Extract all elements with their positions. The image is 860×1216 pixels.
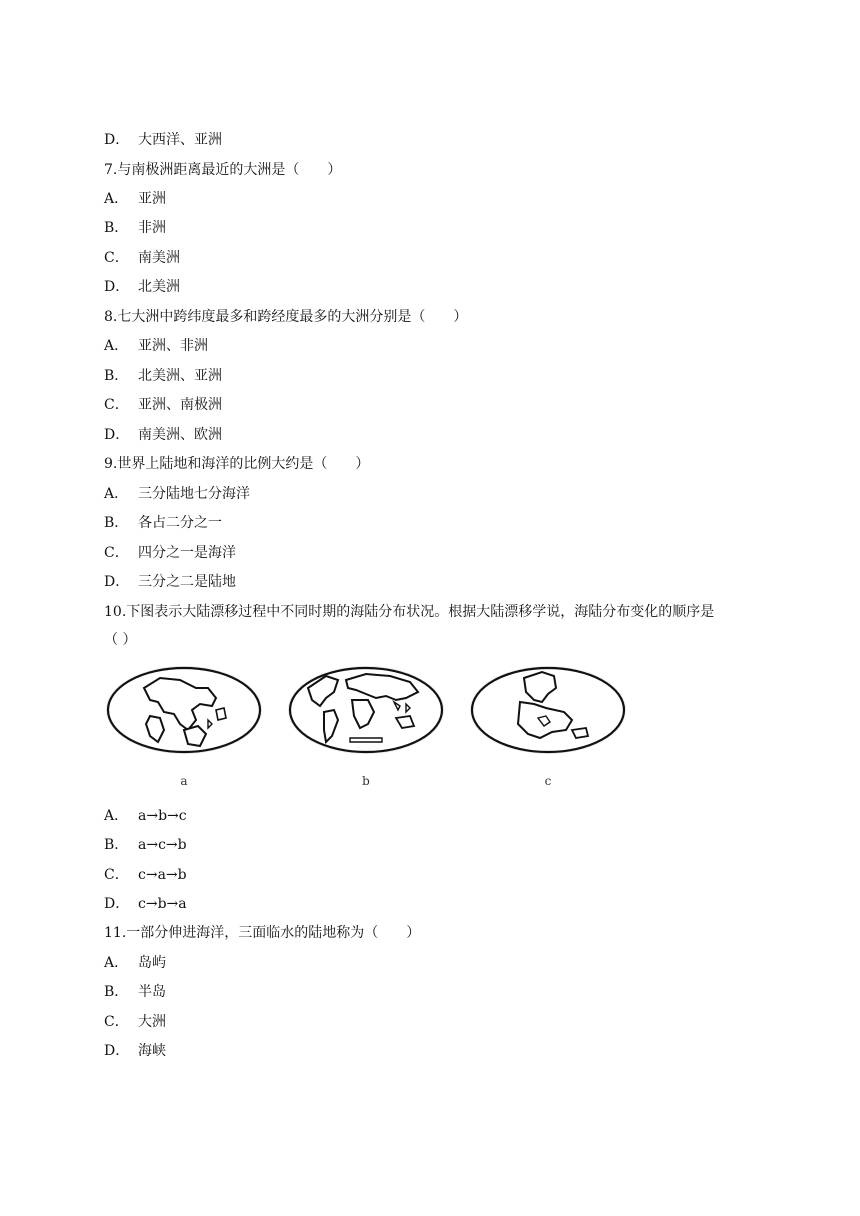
option-c-q8: C． 亚洲、南极洲	[104, 397, 222, 413]
question-10: 10.下图表示大陆漂移过程中不同时期的海陆分布状况。根据大陆漂移学说，海陆分布变化的顺序是	[104, 604, 715, 620]
option-a-q10: A． a→b→c	[104, 808, 187, 824]
option-a-q7: A． 亚洲	[104, 191, 166, 207]
option-d-q11: D． 海峡	[104, 1043, 166, 1059]
question-11: 11.一部分伸进海洋，三面临水的陆地称为（ ）	[104, 925, 421, 941]
option-d-q9: D． 三分之二是陆地	[104, 574, 236, 590]
option-c-q11: C． 大洲	[104, 1014, 166, 1030]
option-c-q9: C． 四分之一是海洋	[104, 545, 236, 561]
map-a-drawing	[104, 658, 264, 768]
map-c-drawing	[468, 658, 628, 768]
question-10-blank: （ ）	[104, 632, 137, 648]
option-d-q8: D． 南美洲、欧洲	[104, 427, 222, 443]
question-8: 8.七大洲中跨纬度最多和跨经度最多的大洲分别是（ ）	[104, 309, 468, 325]
map-b-label: b	[362, 774, 370, 788]
map-a-label: a	[180, 774, 188, 788]
option-d-q7: D． 北美洲	[104, 279, 180, 295]
option-a-q9: A． 三分陆地七分海洋	[104, 486, 250, 502]
map-b	[286, 658, 446, 798]
map-c-label: c	[544, 774, 552, 788]
map-c	[468, 658, 628, 798]
question-7: 7.与南极洲距离最近的大洲是（ ）	[104, 162, 342, 178]
option-b-q8: B． 北美洲、亚洲	[104, 368, 222, 384]
continental-drift-figure	[104, 658, 644, 798]
map-a	[104, 658, 264, 798]
option-a-q8: A． 亚洲、非洲	[104, 338, 208, 354]
option-b-q7: B． 非洲	[104, 220, 166, 236]
option-b-q10: B． a→c→b	[104, 837, 187, 853]
question-9: 9.世界上陆地和海洋的比例大约是（ ）	[104, 456, 370, 472]
option-d-q6: D． 大西洋、亚洲	[104, 132, 222, 148]
option-a-q11: A． 岛屿	[104, 955, 166, 971]
option-d-q10: D． c→b→a	[104, 896, 187, 912]
option-c-q7: C． 南美洲	[104, 250, 180, 266]
option-c-q10: C． c→a→b	[104, 867, 187, 883]
option-b-q11: B． 半岛	[104, 984, 166, 1000]
map-b-drawing	[286, 658, 446, 768]
option-b-q9: B． 各占二分之一	[104, 515, 222, 531]
